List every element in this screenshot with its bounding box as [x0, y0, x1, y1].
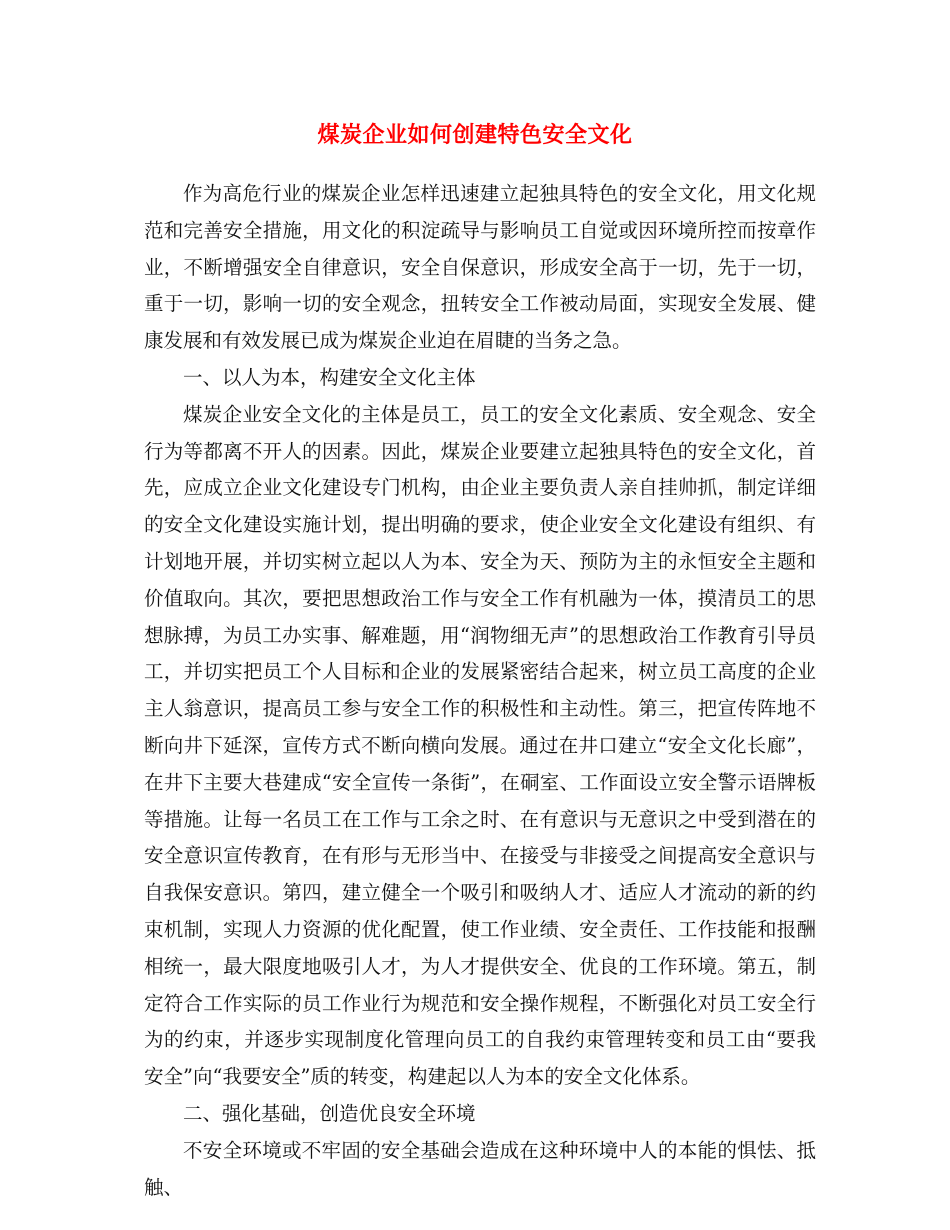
document-title: 煤炭企业如何创建特色安全文化 — [317, 122, 633, 148]
section-heading-2: 二、强化基础，创造优良安全环境 — [183, 1101, 476, 1125]
document-body — [144, 176, 816, 1206]
section-heading-1: 一、以人为本，构建安全文化主体 — [183, 365, 476, 389]
section-2-paragraph: 不安全环境或不牢固的安全基础会造成在这种环境中人的本能的惧怯、抵触、 — [144, 1138, 816, 1199]
intro-paragraph: 作为高危行业的煤炭企业怎样迅速建立起独具特色的安全文化，用文化规范和完善安全措施，用文化的积淀疏导与影响员工自觉或因环境所控而按章作业，不断增强安全自律意识，安全自保意识，形成安全高于一切，先于一切，重于一切，影响一切的安全观念，扭转安全工作被动局面，实现安全发展、健康发展和有效发展已成为煤炭企业迫在眉睫的当务之急。 — [144, 182, 816, 353]
section-1-paragraph: 煤炭企业安全文化的主体是员工，员工的安全文化素质、安全观念、安全行为等都离不开人的因素。因此，煤炭企业要建立起独具特色的安全文化，首先，应成立企业文化建设专门机构，由企业主要负责人亲自挂帅抓，制定详细的安全文化建设实施计划，提出明确的要求，使企业安全文化建设有组织、有计划地开展，并切实树立起以人为本、安全为天、预防为主的永恒安全主题和价值取向。其次，要把思想政治工作与安全工作有机融为一体，摸清员工的思想脉搏，为员工办实事、解难题，用“润物细无声”的思想政治工作教育引导员工，并切实把员工个人目标和企业的发展紧密结合起来，树立员工高度的企业主人翁意识，提高员工参与安全工作的积极性和主动性。第三，把宣传阵地不断向井下延深，宣传方式不断向横向发展。通过在井口建立“安全文化长廊”，在井下主要大巷建成“安全宣传一条街”，在硐室、工作面设立安全警示语牌板等措施。让每一名员工在工作与工余之时、在有意识与无意识之中受到潜在的安全意识宣传教育，在有形与无形当中、在接受与非接受之间提高安全意识与自我保安意识。第四，建立健全一个吸引和吸纳人才、适应人才流动的新的约束机制，实现人力资源的优化配置，使工作业绩、安全责任、工作技能和报酬相统一，最大限度地吸引人才，为人才提供安全、优良的工作环境。第五，制定符合工作实际的员工作业行为规范和安全操作规程，不断强化对员工安全行为的约束，并逐步实现制度化管理向员工的自我约束管理转变和员工由“要我安全”向“我要安全”质的转变，构建起以人为本的安全文化体系。 — [144, 402, 816, 1089]
